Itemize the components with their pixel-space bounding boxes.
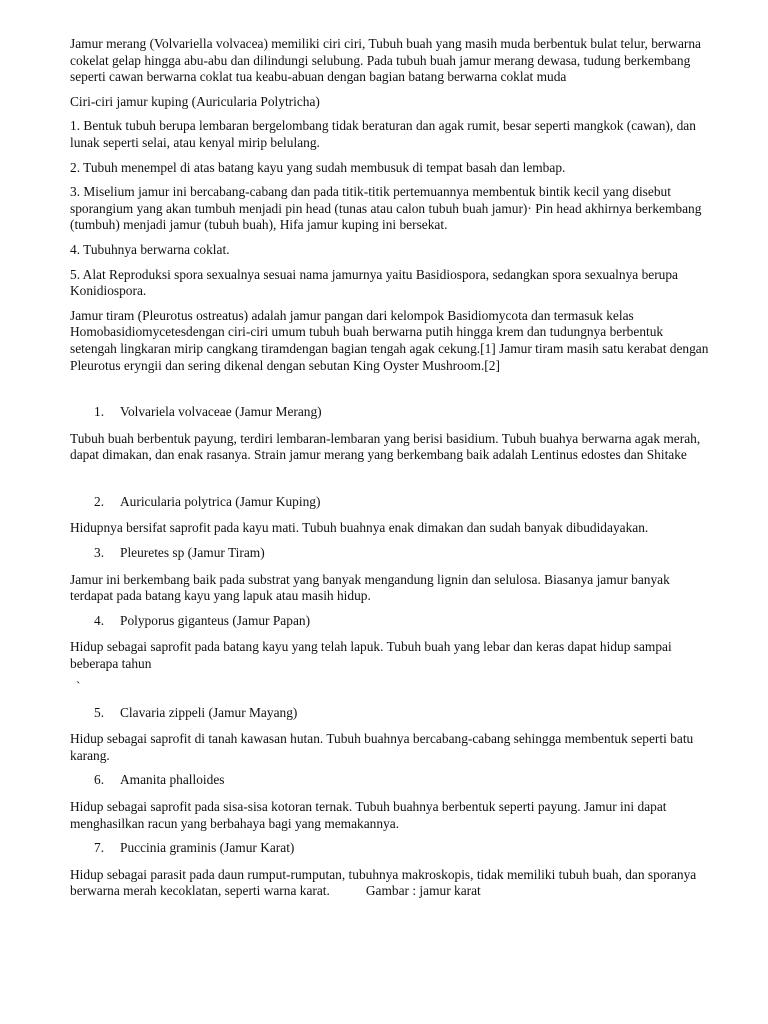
figure-caption: Gambar : jamur karat <box>365 883 481 899</box>
paragraph-jamur-merang: Jamur merang (Volvariella volvacea) memiliki ciri ciri, Tubuh buah yang masih muda berbentuk bulat telur, berwarna cokelat gelap hingga abu-abu dan dilindungi selubung. Pada tubuh buah jamur merang dewasa, tudung berkembang seperti cawan berwarna coklat tua keabu-abuan dengan bagian batang berwarna coklat muda <box>70 36 701 85</box>
list-item-description: Hidupnya bersifat saprofit pada kayu mati. Tubuh buahnya enak dimakan dan sudah banyak dibudidayakan. <box>70 520 649 536</box>
list-item-title: 5. Clavaria zippeli (Jamur Mayang) <box>94 704 298 720</box>
paragraph-ciri-4: 4. Tubuhnya berwarna coklat. <box>70 241 230 257</box>
list-item-description: Tubuh buah berbentuk payung, terdiri lembaran-lembaran yang berisi basidium. Tubuh buahya berwarna agak merah, dapat dimakan, dan enak rasanya. Strain jamur merang yang berkembang baik adalah Lentinus edostes dan Shitake <box>70 430 701 463</box>
paragraph-ciri-3: 3. Miselium jamur ini bercabang-cabang dan pada titik-titik pertemuannya membentuk bintik kecil yang disebut sporangium yang akan tumbuh menjadi pin head (tunas atau calon tubuh buah jamur)· Pin head akhirnya berkembang (tumbuh) menjadi jamur (tubuh buah), Hifa jamur kuping ini bersekat. <box>70 184 702 233</box>
list-item-description: Hidup sebagai saprofit pada sisa-sisa kotoran ternak. Tubuh buahnya berbentuk seperti payung. Jamur ini dapat menghasilkan racun yang berbahaya bagi yang memakannya. <box>70 799 667 831</box>
heading-ciri-jamur-kuping: Ciri-ciri jamur kuping (Auricularia Polytricha) <box>70 93 320 109</box>
paragraph-jamur-tiram: Jamur tiram (Pleurotus ostreatus) adalah jamur pangan dari kelompok Basidiomycota dan termasuk kelas Homobasidiomycetesdengan ciri-ciri umum tubuh buah berwarna putih hingga krem dan tudungnya berbentuk setengah lingkaran mirip cangkang tiramdengan bagian tengah agak cekung.[1] Jamur tiram masih satu kerabat dengan Pleurotus eryngii dan sering dikenal dengan sebutan King Oyster Mushroom.[2] <box>70 307 709 373</box>
stray-mark: ` <box>76 678 81 694</box>
list-item-title: 6. Amanita phalloides <box>94 772 225 788</box>
paragraph-ciri-1: 1. Bentuk tubuh berupa lembaran bergelombang tidak beraturan dan agak rumit, besar seperti mangkok (cawan), dan lunak seperti selai, atau kenyal mirip belulang. <box>70 118 696 150</box>
blank-line <box>70 382 710 404</box>
list-item-description: Jamur ini berkembang baik pada substrat yang banyak mengandung lignin dan selulosa. Biasanya jamur banyak terdapat pada batang kayu yang lapuk atau masih hidup. <box>70 571 670 604</box>
list-item-title: 1. Volvariela volvaceae (Jamur Merang) <box>94 404 322 420</box>
document-page <box>70 36 710 908</box>
list-item-description: Hidup sebagai saprofit di tanah kawasan hutan. Tubuh buahnya bercabang-cabang sehingga membentuk seperti batu karang. <box>70 731 694 763</box>
list-item-title: 3. Pleuretes sp (Jamur Tiram) <box>94 545 265 561</box>
list-item-title: 7. Puccinia graminis (Jamur Karat) <box>94 840 295 856</box>
blank-line <box>70 472 710 494</box>
paragraph-ciri-5: 5. Alat Reproduksi spora sexualnya sesuai nama jamurnya yaitu Basidiospora, sedangkan spora sexualnya berupa Konidiospora. <box>70 266 678 299</box>
paragraph-ciri-2: 2. Tubuh menempel di atas batang kayu yang sudah membusuk di tempat basah dan lembap. <box>70 159 566 175</box>
list-item-title: 4. Polyporus giganteus (Jamur Papan) <box>94 612 311 628</box>
list-item-title: 2. Auricularia polytrica (Jamur Kuping) <box>94 493 321 509</box>
list-item-description: Hidup sebagai saprofit pada batang kayu yang telah lapuk. Tubuh buah yang lebar dan keras dapat hidup sampai beberapa tahun <box>70 639 672 672</box>
list-item-description: Hidup sebagai parasit pada daun rumput-rumputan, tubuhnya makroskopis, tidak memiliki tubuh buah, dan sporanya berwarna merah kecoklatan, seperti warna karat. Gambar : jamur karat <box>70 866 697 899</box>
